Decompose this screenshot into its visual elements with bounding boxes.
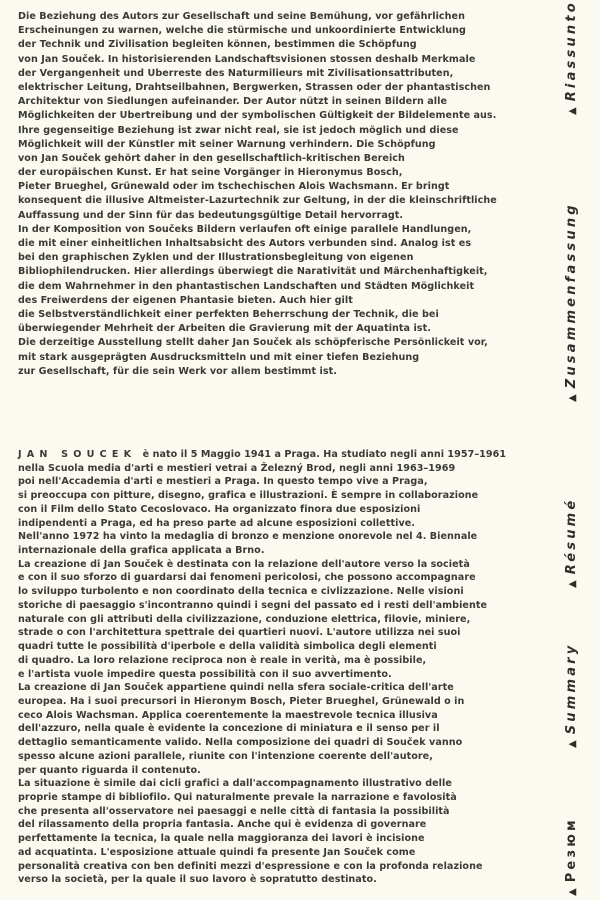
text-line: lo sviluppo turbolento e non coordinato della tecnica e civlizzazione. Nelle visioni xyxy=(18,586,464,598)
text-line: der Vergangenheit und Uberreste des Naturmilieurs mit Zivilisationsattributen, xyxy=(18,67,454,79)
text-line: überwiegender Mehrheit der Arbeiten die Gravierung mit der Aquatinta ist. xyxy=(18,323,431,335)
text-line: Pieter Brueghel, Grünewald oder im tschechischen Alois Wachsmann. Er bringt xyxy=(18,181,450,193)
text-line: La creazione di Jan Souček appartiene quindi nella sfera sociale-critica dell'arte xyxy=(18,682,454,694)
text-line: Nell'anno 1972 ha vinto la medaglia di bronzo e menzione onorevole nel 4. Biennale xyxy=(18,531,478,543)
triangle-up-icon: ▲ xyxy=(567,740,578,748)
text-line: personalità creativa con ben definiti mezzi d'espressione e con la profonda relazione xyxy=(18,860,483,872)
triangle-up-icon: ▲ xyxy=(567,107,578,115)
text-line: bei den graphischen Zyklen und der Illustrationsbegleitung von eigenen xyxy=(18,252,414,264)
text-line: del rilassamento della propria fantasia. Anche qui è evidenza di governare xyxy=(18,819,427,831)
text-line: Architektur von Siedlungen aufeinander. Der Autor nützt in seinen Bildern alle xyxy=(18,96,448,108)
text-line: die dem Wahrnehmer in den phantastischen Landschaften und Städten Möglichkeit xyxy=(18,280,475,292)
text-line: per quanto riguarda il contenuto. xyxy=(18,764,201,776)
triangle-up-icon: ▲ xyxy=(567,888,578,896)
text-line: e con il suo sforzo di guardarsi dai fenomeni pericolosi, che possono accompagnare xyxy=(18,572,476,584)
text-line: Bibliophilendrucken. Hier allerdings überwiegt die Narativität und Märchenhaftigkeit, xyxy=(18,266,488,278)
text-line: con il Film dello Stato Cecoslovaco. Ha organizzato finora due esposizioni xyxy=(18,503,421,515)
text-line: naturale con gli attributi della civilizzazione, conduzione elettrica, filovie, miniere, xyxy=(18,613,471,625)
text-line: Die Beziehung des Autors zur Gesellschaft und seine Bemühung, vor gefährlichen xyxy=(18,11,465,22)
text-line: In der Komposition von Součeks Bildern verlaufen oft einige parallele Handlungen, xyxy=(18,223,472,235)
text-line: der europäischen Kunst. Er hat seine Vorgänger in Hieronymus Bosch, xyxy=(18,167,403,179)
text-line: che presenta all'osservatore nei paesaggi e nelle città di fantasia la possibilità xyxy=(18,805,450,817)
text-line: strade o con l'architettura spettrale dei quartieri nuovi. L'autore utilizza nei suoi xyxy=(18,627,461,639)
side-label-text: Zusammenfassung xyxy=(564,202,579,389)
text-line: verso la società, per la quale il suo lavoro è sopratutto destinato. xyxy=(18,874,377,886)
text-line: Möglichkeiten der Ubertreibung und der symbolischen Gültigkeit der Bildelemente aus. xyxy=(18,110,497,122)
text-line: zur Gesellschaft, für die sein Werk vor allem bestimmt ist. xyxy=(18,365,337,377)
text-line: La creazione di Jan Souček è destinata con la relazione dell'autore verso la società xyxy=(18,558,470,570)
text-line: Ihre gegenseitige Beziehung ist zwar nicht real, sie ist jedoch möglich und diese xyxy=(18,124,459,136)
text-line: ad acquatinta. L'esposizione attuale quindi fa presente Jan Souček come xyxy=(18,846,416,858)
text-line: von Jan Souček. In historisierenden Landschaftsvisionen stossen deshalb Merkmale xyxy=(18,53,476,65)
text-line: internazionale della grafica applicata a Brno. xyxy=(18,545,265,557)
text-line-first xyxy=(18,448,506,462)
text-line: proprie stampe di bibliofilo. Qui naturalmente prevale la narrazione e favolosità xyxy=(18,791,457,803)
text-line: Die derzeitige Ausstellung stellt daher Jan Souček als schöpferische Persönlickeit vor, xyxy=(18,337,488,349)
text-line: europea. Ha i suoi precursori in Hieronym Bosch, Pieter Brueghel, Grünewald o in xyxy=(18,695,465,707)
text-line: Möglichkeit will der Künstler mit seiner Warnung verhindern. Die Schöpfung xyxy=(18,138,436,150)
text-line: indipendenti a Praga, ed ha preso parte ad alcune esposizioni collettive. xyxy=(18,517,415,529)
triangle-up-icon: ▲ xyxy=(567,394,578,402)
text-line: mit stark ausgeprägten Ausdrucksmitteln und mit einer tiefen Beziehung xyxy=(18,351,420,363)
text-line: des Freiwerdens der eigenen Phantasie bieten. Auch hier gilt xyxy=(18,294,353,306)
text-line: quadri tutte le possibilità d'iperbole e della validità simbolica degli elementi xyxy=(18,641,437,653)
text-line: e l'artista vuole impedire questa possibilità con il suo avvertimento. xyxy=(18,668,392,680)
triangle-up-icon: ▲ xyxy=(567,580,578,588)
side-label-text: Резюм xyxy=(564,817,579,883)
text-line: spesso alcune azioni parallele, riunite con l'intenzione coerente dell'autore, xyxy=(18,750,433,762)
artist-name-heading: JAN SOUCEK xyxy=(18,449,137,460)
text-line: Auffassung und der Sinn für das bedeutungsgültige Detail hervorragt. xyxy=(18,209,404,221)
side-label-text: Riassunto xyxy=(564,0,579,102)
side-label-text: Résumé xyxy=(564,497,579,575)
text-line: storiche di paesaggio s'incontranno quindi i segni del passato ed i resti dell'ambiente xyxy=(18,599,488,611)
text-line: ceco Alois Wachsman. Applica coerentemente la maestrevole tecnica illusiva xyxy=(18,709,438,721)
text-line: poi nell'Accademia d'arti e mestieri a Praga. In questo tempo vive a Praga, xyxy=(18,476,428,488)
text-line: dell'azzuro, nella quale è evidente la concezione di miniatura e il senso per il xyxy=(18,723,440,735)
text-line: si preoccupa con pitture, disegno, grafica e illustrazioni. È sempre in collaborazione xyxy=(18,490,479,502)
text-line: Erscheinungen zu warnen, welche die stürmische und unkoordinierte Entwicklung xyxy=(18,25,466,37)
italian-summary-text xyxy=(18,448,506,887)
text-line: die mit einer einheitlichen Inhaltsabsicht des Autors verbunden sind. Analog ist es xyxy=(18,238,472,249)
german-summary-text xyxy=(18,10,497,379)
side-label-text: Summary xyxy=(564,642,579,735)
text-line: die Selbstverständlichkeit einer perfekten Beherrschung der Technik, die bei xyxy=(18,308,439,320)
text-line: di quadro. La loro relazione reciproca non è reale in verità, ma è possibile, xyxy=(18,654,427,666)
text-line-rest: è nato il 5 Maggio 1941 a Praga. Ha studiato negli anni 1957–1961 xyxy=(142,449,507,460)
text-line: konsequent die illusive Altmeister-Lazurtechnik zur Geltung, in der die kleinschriftliche xyxy=(18,195,497,207)
text-line: La situazione è simile dai cicli grafici a dall'accompagnamento illustrativo delle xyxy=(18,778,452,790)
text-line: nella Scuola media d'arti e mestieri vetrai a Železný Brod, negli anni 1963–1969 xyxy=(18,462,456,474)
text-line: dettaglio semanticamente valido. Nella composizione dei quadri di Souček vanno xyxy=(18,737,463,749)
text-line: perfettamente la tecnica, la quale nella maggioranza dei lavori è incisione xyxy=(18,833,425,845)
text-line: der Technik und Zivilisation begleiten können, bestimmen die Schöpfung xyxy=(18,39,417,51)
text-line: von Jan Souček gehört daher in den gesellschaftlich-kritischen Bereich xyxy=(18,152,405,164)
text-line: elektrischer Leitung, Drahtseilbahnen, Bergwerken, Strassen oder der phantastischen xyxy=(18,81,491,93)
